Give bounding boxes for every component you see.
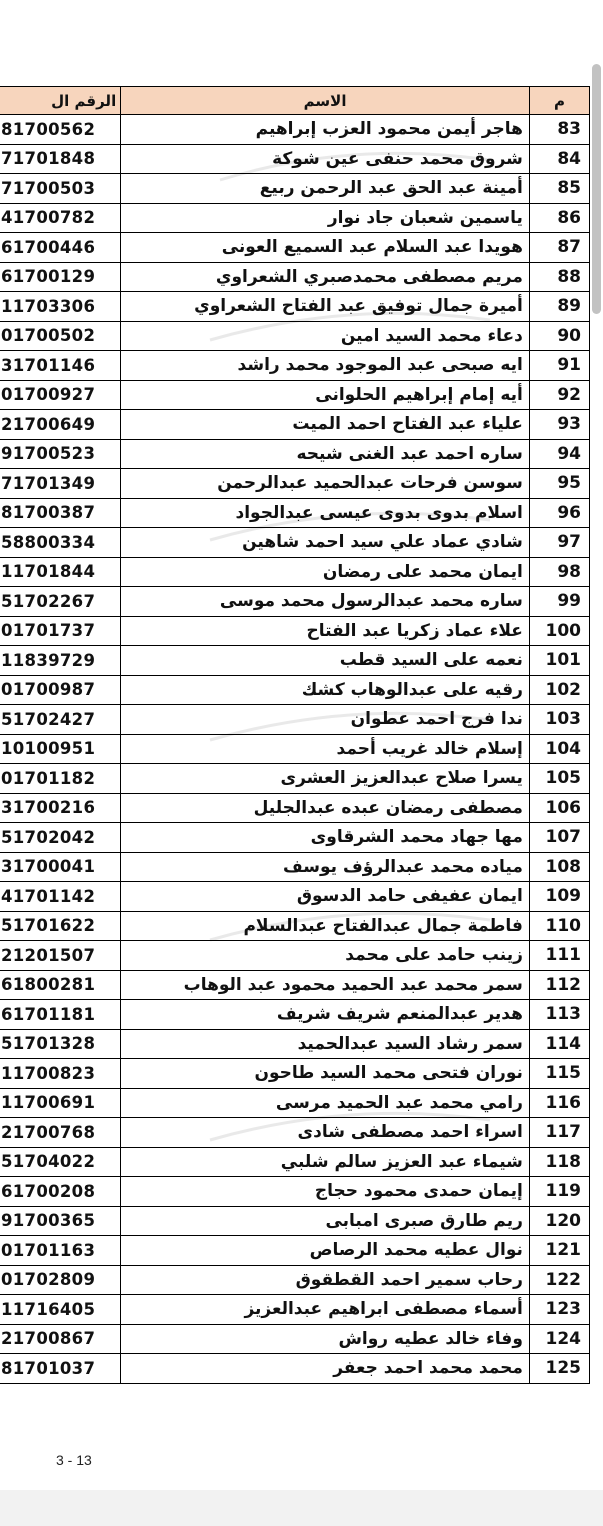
cell-name: أميرة جمال توفيق عبد الفتاح الشعراوي (121, 292, 530, 322)
cell-name: سمر رشاد السيد عبدالحميد (121, 1029, 530, 1059)
vertical-scrollbar[interactable] (592, 64, 601, 314)
cell-name: أسماء مصطفى ابراهيم عبدالعزيز (121, 1295, 530, 1325)
cell-num: 106 (529, 793, 589, 823)
table-row (0, 616, 590, 646)
table-row (0, 1000, 590, 1030)
cell-name: ايمان عفيفى حامد الدسوق (121, 882, 530, 912)
header-code: الرقم ال (0, 87, 121, 115)
table-row (0, 1324, 590, 1354)
cell-name: يسرا صلاح عبدالعزيز العشرى (121, 764, 530, 794)
cell-num: 95 (529, 469, 589, 499)
table-row (0, 1088, 590, 1118)
cell-num: 101 (529, 646, 589, 676)
cell-code: 21700768 (0, 1118, 121, 1148)
cell-num: 112 (529, 970, 589, 1000)
cell-code: 01701737 (0, 616, 121, 646)
cell-code: 01701182 (0, 764, 121, 794)
cell-name: دعاء محمد السيد امين (121, 321, 530, 351)
cell-code: 01701163 (0, 1236, 121, 1266)
cell-code: 11839729 (0, 646, 121, 676)
cell-num: 110 (529, 911, 589, 941)
cell-name: ساره محمد عبدالرسول محمد موسى (121, 587, 530, 617)
table-row (0, 793, 590, 823)
cell-name: وفاء خالد عطيه رواش (121, 1324, 530, 1354)
cell-code: 11700691 (0, 1088, 121, 1118)
cell-name: سوسن فرحات عبدالحميد عبدالرحمن (121, 469, 530, 499)
cell-code: 58800334 (0, 528, 121, 558)
cell-code: 81701037 (0, 1354, 121, 1384)
table-row (0, 587, 590, 617)
table-row (0, 734, 590, 764)
cell-code: 21700867 (0, 1324, 121, 1354)
cell-name: سمر محمد عبد الحميد محمود عبد الوهاب (121, 970, 530, 1000)
cell-name: ياسمين شعبان جاد نوار (121, 203, 530, 233)
cell-name: نعمه على السيد قطب (121, 646, 530, 676)
table-row (0, 351, 590, 381)
table-row (0, 469, 590, 499)
cell-name: ساره احمد عبد الغنى شيحه (121, 439, 530, 469)
cell-num: 99 (529, 587, 589, 617)
bottom-bar (0, 1490, 603, 1526)
cell-code: 31700216 (0, 793, 121, 823)
cell-num: 120 (529, 1206, 589, 1236)
cell-code: 21700649 (0, 410, 121, 440)
cell-code: 61700446 (0, 233, 121, 263)
cell-code: 01700987 (0, 675, 121, 705)
table-row (0, 380, 590, 410)
cell-code: 10100951 (0, 734, 121, 764)
cell-num: 100 (529, 616, 589, 646)
cell-num: 116 (529, 1088, 589, 1118)
table-row (0, 970, 590, 1000)
cell-name: مياده محمد عبدالرؤف يوسف (121, 852, 530, 882)
cell-num: 89 (529, 292, 589, 322)
cell-name: مريم مصطفى محمدصبري الشعراوي (121, 262, 530, 292)
cell-num: 103 (529, 705, 589, 735)
cell-name: نوران فتحى محمد السيد طاحون (121, 1059, 530, 1089)
cell-code: 21201507 (0, 941, 121, 971)
table-row (0, 705, 590, 735)
table-row (0, 262, 590, 292)
cell-num: 97 (529, 528, 589, 558)
cell-name: إسلام خالد غريب أحمد (121, 734, 530, 764)
cell-num: 122 (529, 1265, 589, 1295)
cell-num: 119 (529, 1177, 589, 1207)
cell-name: اسلام بدوى بدوى عيسى عبدالجواد (121, 498, 530, 528)
table-row (0, 1059, 590, 1089)
table-row (0, 1118, 590, 1148)
table-row (0, 1265, 590, 1295)
cell-num: 93 (529, 410, 589, 440)
cell-num: 83 (529, 115, 589, 145)
table-row (0, 410, 590, 440)
table-row (0, 675, 590, 705)
cell-name: شروق محمد حنفى عين شوكة (121, 144, 530, 174)
cell-name: نوال عطيه محمد الرصاص (121, 1236, 530, 1266)
cell-num: 115 (529, 1059, 589, 1089)
cell-num: 121 (529, 1236, 589, 1266)
cell-num: 118 (529, 1147, 589, 1177)
cell-name: شادي عماد علي سيد احمد شاهين (121, 528, 530, 558)
table-row (0, 911, 590, 941)
cell-code: 71701848 (0, 144, 121, 174)
cell-num: 86 (529, 203, 589, 233)
cell-name: رقيه على عبدالوهاب كشك (121, 675, 530, 705)
cell-name: مصطفى رمضان عبده عبدالجليل (121, 793, 530, 823)
cell-code: 71700503 (0, 174, 121, 204)
cell-code: 51701328 (0, 1029, 121, 1059)
table-row (0, 144, 590, 174)
cell-num: 107 (529, 823, 589, 853)
employee-table (0, 86, 590, 1384)
table-row (0, 764, 590, 794)
cell-num: 109 (529, 882, 589, 912)
cell-code: 51702042 (0, 823, 121, 853)
cell-name: إيمان حمدى محمود حجاج (121, 1177, 530, 1207)
table-row (0, 1206, 590, 1236)
table-row (0, 557, 590, 587)
cell-code: 81700562 (0, 115, 121, 145)
cell-name: علاء عماد زكريا عبد الفتاح (121, 616, 530, 646)
cell-code: 61700129 (0, 262, 121, 292)
cell-num: 105 (529, 764, 589, 794)
cell-name: ايمان محمد على رمضان (121, 557, 530, 587)
cell-num: 111 (529, 941, 589, 971)
table-row (0, 646, 590, 676)
cell-num: 94 (529, 439, 589, 469)
cell-num: 117 (529, 1118, 589, 1148)
cell-code: 71701349 (0, 469, 121, 499)
cell-name: علياء عبد الفتاح احمد الميت (121, 410, 530, 440)
page-top-blank (0, 0, 603, 84)
cell-num: 98 (529, 557, 589, 587)
cell-code: 11703306 (0, 292, 121, 322)
cell-num: 92 (529, 380, 589, 410)
cell-name: فاطمة جمال عبدالفتاح عبدالسلام (121, 911, 530, 941)
table-row (0, 233, 590, 263)
cell-code: 41701142 (0, 882, 121, 912)
table-row (0, 439, 590, 469)
page-number: 3 - 13 (56, 1452, 92, 1468)
cell-code: 11716405 (0, 1295, 121, 1325)
cell-name: أمينة عبد الحق عبد الرحمن ربيع (121, 174, 530, 204)
table-row (0, 882, 590, 912)
cell-code: 41700782 (0, 203, 121, 233)
cell-code: 01700927 (0, 380, 121, 410)
cell-num: 87 (529, 233, 589, 263)
cell-code: 51702267 (0, 587, 121, 617)
cell-code: 61800281 (0, 970, 121, 1000)
cell-code: 51702427 (0, 705, 121, 735)
cell-num: 90 (529, 321, 589, 351)
cell-name: محمد محمد احمد جعفر (121, 1354, 530, 1384)
table-row (0, 1177, 590, 1207)
cell-name: أيه إمام إبراهيم الحلوانى (121, 380, 530, 410)
cell-num: 91 (529, 351, 589, 381)
cell-name: زينب حامد على محمد (121, 941, 530, 971)
cell-num: 123 (529, 1295, 589, 1325)
cell-name: ندا فرج احمد عطوان (121, 705, 530, 735)
cell-name: رامي محمد عبد الحميد مرسى (121, 1088, 530, 1118)
cell-name: ايه صبحى عبد الموجود محمد راشد (121, 351, 530, 381)
cell-name: هاجر أيمن محمود العزب إبراهيم (121, 115, 530, 145)
table-row (0, 321, 590, 351)
cell-code: 01702809 (0, 1265, 121, 1295)
table-row (0, 115, 590, 145)
cell-name: هدير عبدالمنعم شريف شريف (121, 1000, 530, 1030)
cell-num: 88 (529, 262, 589, 292)
cell-code: 91700523 (0, 439, 121, 469)
cell-num: 96 (529, 498, 589, 528)
cell-code: 01700502 (0, 321, 121, 351)
table-row (0, 1295, 590, 1325)
cell-code: 31700041 (0, 852, 121, 882)
cell-code: 91700365 (0, 1206, 121, 1236)
table-row (0, 941, 590, 971)
cell-name: هويدا عبد السلام عبد السميع العونى (121, 233, 530, 263)
table-row (0, 1236, 590, 1266)
header-num: م (529, 87, 589, 115)
table-row (0, 174, 590, 204)
table-row (0, 528, 590, 558)
cell-num: 108 (529, 852, 589, 882)
cell-num: 114 (529, 1029, 589, 1059)
cell-num: 124 (529, 1324, 589, 1354)
cell-name: ريم طارق صبرى امبابى (121, 1206, 530, 1236)
cell-name: اسراء احمد مصطفى شادى (121, 1118, 530, 1148)
cell-code: 51704022 (0, 1147, 121, 1177)
cell-code: 11700823 (0, 1059, 121, 1089)
table-row (0, 852, 590, 882)
cell-num: 84 (529, 144, 589, 174)
cell-name: رحاب سمير احمد القطقوق (121, 1265, 530, 1295)
cell-code: 81700387 (0, 498, 121, 528)
cell-name: مها جهاد محمد الشرقاوى (121, 823, 530, 853)
cell-num: 104 (529, 734, 589, 764)
cell-code: 31701146 (0, 351, 121, 381)
cell-num: 113 (529, 1000, 589, 1030)
table-row (0, 1147, 590, 1177)
cell-num: 125 (529, 1354, 589, 1384)
table-row (0, 203, 590, 233)
table-row (0, 1029, 590, 1059)
cell-code: 61700208 (0, 1177, 121, 1207)
table-row (0, 823, 590, 853)
cell-code: 61701181 (0, 1000, 121, 1030)
cell-name: شيماء عبد العزيز سالم شلبي (121, 1147, 530, 1177)
cell-num: 85 (529, 174, 589, 204)
cell-num: 102 (529, 675, 589, 705)
table-header-row (0, 87, 590, 115)
header-name: الاسم (121, 87, 530, 115)
table-row (0, 498, 590, 528)
cell-code: 51701622 (0, 911, 121, 941)
cell-code: 11701844 (0, 557, 121, 587)
table-row (0, 1354, 590, 1384)
table-row (0, 292, 590, 322)
